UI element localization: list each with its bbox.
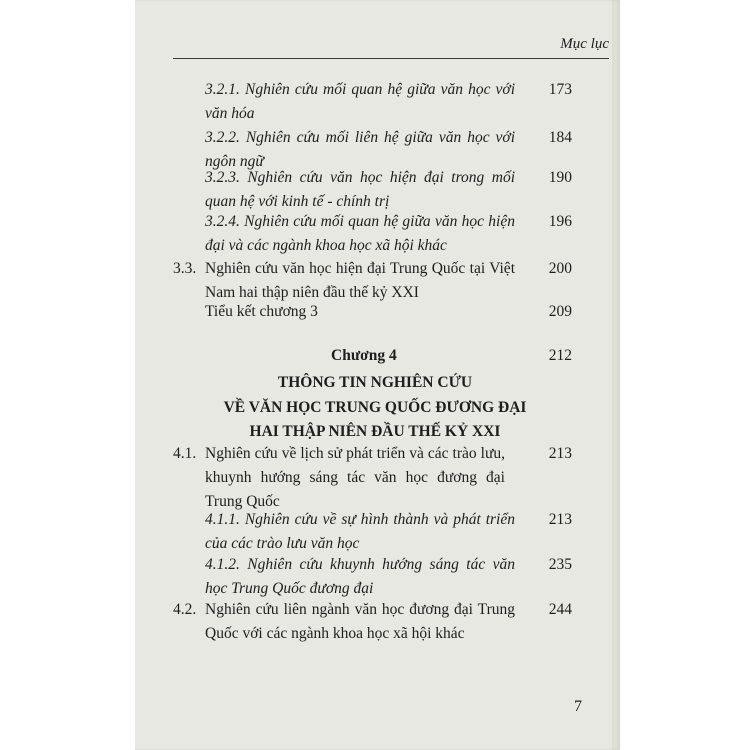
- toc-entry-3-2-1: [205, 78, 572, 126]
- toc-entry-4-1-2: [205, 553, 572, 601]
- toc-entry-num: 4.2.: [173, 601, 197, 618]
- book-page: [135, 0, 620, 750]
- toc-entry-num: 3.3.: [173, 260, 197, 277]
- toc-entry-text: 3.2.2. Nghiên cứu mối liên hệ giữa văn học với ngôn ngữ: [205, 129, 515, 170]
- page-edge-shadow: [612, 0, 622, 750]
- toc-entry-3-3: [173, 257, 572, 305]
- footer-page-number: 7: [574, 698, 582, 715]
- toc-entry-page: 209: [548, 303, 572, 320]
- toc-entry-4-1: [173, 442, 572, 514]
- chapter-title-line-1: THÔNG TIN NGHIÊN CỨU: [277, 374, 473, 391]
- toc-entry-text: 4.1.1. Nghiên cứu về sự hình thành và phát triển của các trào lưu văn học: [205, 511, 515, 552]
- toc-entry-3-2-4: [205, 210, 572, 258]
- toc-entry-text: 3.2.1. Nghiên cứu mối quan hệ giữa văn học với văn hóa: [205, 81, 516, 122]
- toc-entry-4-2: [173, 598, 572, 646]
- toc-entry-text: 4.1.2. Nghiên cứu khuynh hướng sáng tác văn học Trung Quốc đương đại: [205, 556, 515, 597]
- toc-entry-page: 200: [548, 260, 572, 277]
- toc-entry-page: 173: [548, 81, 572, 98]
- toc-entry-text: 3.2.3. Nghiên cứu văn học hiện đại trong mối quan hệ với kinh tế - chính trị: [205, 169, 515, 210]
- toc-entry-text: Nghiên cứu văn học hiện đại Trung Quốc tại Việt Nam hai thập niên đầu thế kỷ XXI: [205, 260, 515, 301]
- toc-entry-text: Nghiên cứu liên ngành văn học đương đại Trung Quốc với các ngành khoa học xã hội khác: [205, 601, 515, 642]
- toc-entry-page: 184: [548, 129, 572, 146]
- header-title: Mục lục: [560, 36, 609, 52]
- toc-entry-4-1-1: [205, 508, 572, 556]
- chapter-label: Chương 4: [331, 347, 397, 364]
- toc-entry-page: 244: [548, 601, 572, 618]
- chapter-title-line-3: HAI THẬP NIÊN ĐẦU THẾ KỶ XXI: [249, 423, 501, 440]
- chapter-page: 212: [548, 347, 572, 364]
- toc-chapter-4: [173, 344, 572, 368]
- toc-entry-num: 4.1.: [173, 445, 197, 462]
- toc-entry-text: Tiểu kết chương 3: [205, 303, 318, 320]
- toc-entry-3-2-3: [205, 166, 572, 214]
- page-header: [173, 30, 609, 59]
- toc-entry-summary-3: [173, 300, 572, 324]
- toc-entry-page: 235: [548, 556, 572, 573]
- toc-entry-text: 3.2.4. Nghiên cứu mối quan hệ giữa văn học hiện đại và các ngành khoa học xã hội khác: [205, 213, 515, 254]
- toc-entry-text: Nghiên cứu về lịch sử phát triển và các trào lưu, khuynh hướng sáng tác văn học đương đại Trung Quốc: [205, 445, 505, 510]
- toc-entry-page: 213: [548, 445, 572, 462]
- toc-entry-page: 196: [548, 213, 572, 230]
- chapter-title-line-2: VỀ VĂN HỌC TRUNG QUỐC ĐƯƠNG ĐẠI: [223, 399, 527, 416]
- toc-entry-page: 190: [548, 169, 572, 186]
- toc-entry-page: 213: [548, 511, 572, 528]
